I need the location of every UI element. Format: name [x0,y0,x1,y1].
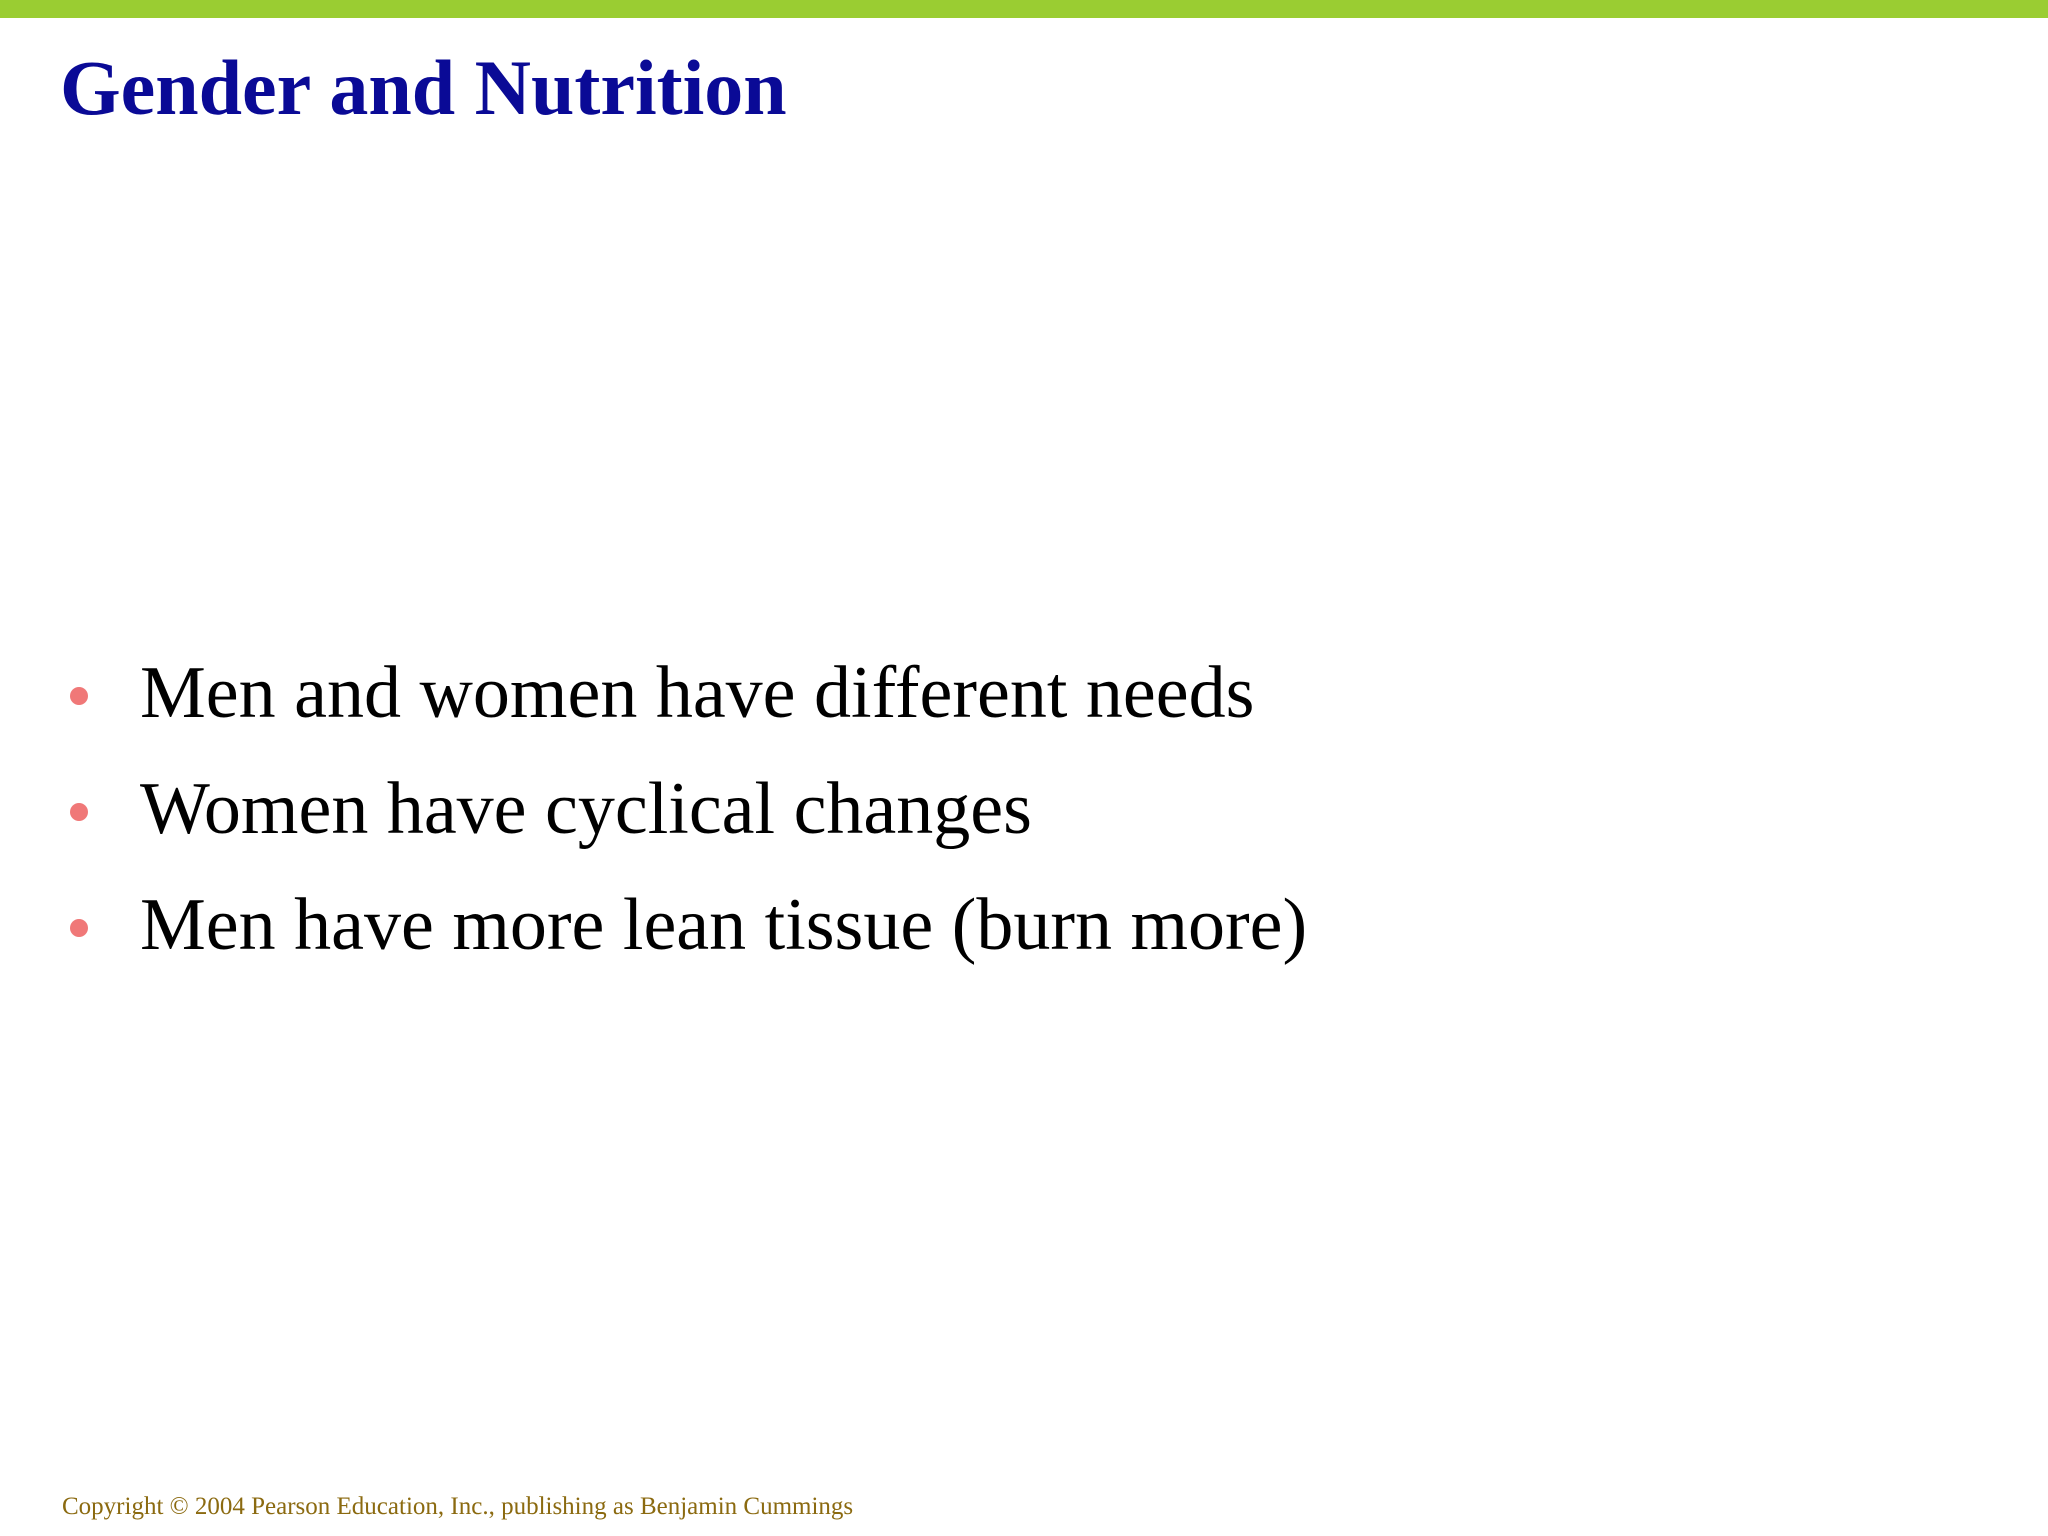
bullet-text: Women have cyclical changes [140,768,1032,850]
bullet-item [60,867,1307,983]
bullet-list [60,635,1307,983]
bullet-dot-icon [70,919,88,937]
bullet-item [60,751,1307,867]
bullet-text: Men and women have different needs [140,652,1255,734]
bullet-item [60,635,1307,751]
copyright-footer: Copyright © 2004 Pearson Education, Inc., publishing as Benjamin Cummings [62,1493,854,1520]
bullet-dot-icon [70,803,88,821]
bullet-dot-icon [70,687,88,705]
top-accent-bar [0,0,2048,18]
bullet-text: Men have more lean tissue (burn more) [140,884,1308,966]
slide-title: Gender and Nutrition [60,44,787,131]
